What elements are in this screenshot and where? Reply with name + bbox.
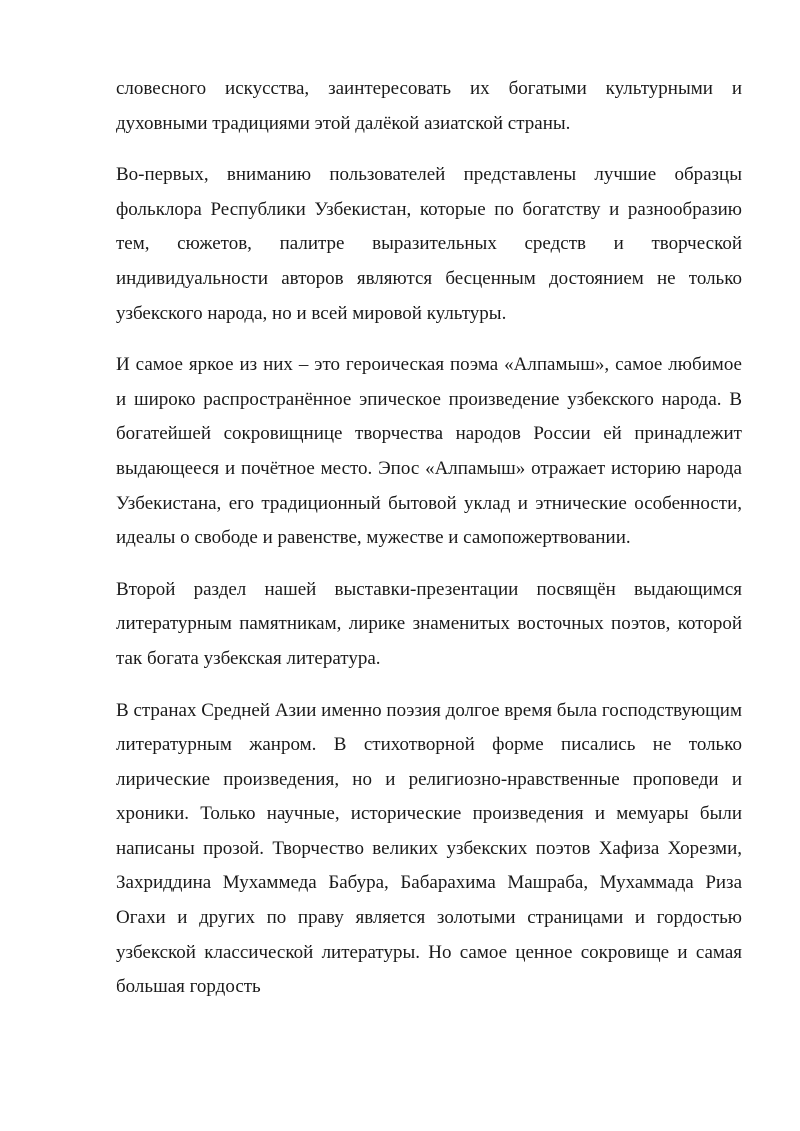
paragraph-continuation: словесного искусства, заинтересовать их богатыми культурными и духовными традициями этой далёкой азиатской страны. — [116, 78, 742, 134]
paragraph-alpamysh: И самое яркое из них – это героическая поэма «Алпамыш», самое любимое и широко распространённое эпическое произведение узбекского народа. В богатейшей сокровищнице творчества народов России ей принадлежит выдающееся и почётное место. Эпос «Алпамыш» отражает историю народа Узбекистана, его традиционный бытовой уклад и этнические особенности, идеалы о свободе и равенстве, мужестве и самопожертвовании. — [116, 354, 742, 549]
paragraph-folklore: Во-первых, вниманию пользователей представлены лучшие образцы фольклора Республики Узбекистан, которые по богатству и разнообразию тем, сюжетов, палитре выразительных средств и творческой индивидуальности авторов являются бесценным достоянием не только узбекского народа, но и всей мировой культуры. — [116, 164, 742, 324]
paragraph-poetry: В странах Средней Азии именно поэзия долгое время была господствующим литературным жанром. В стихотворной форме писались не только лирические произведения, но и религиозно-нравственные проповеди и хроники. Только научные, исторические произведения и мемуары были написаны прозой. Творчество великих узбекских поэтов Хафиза Хорезми, Захриддина Мухаммеда Бабура, Бабарахима Машраба, Мухаммада Риза Огахи и других по праву является золотыми страницами и гордостью узбекской классической литературы. Но самое ценное сокровище и самая большая гордость — [116, 699, 742, 998]
document-page — [116, 72, 742, 1022]
paragraph-second-section: Второй раздел нашей выставки-презентации посвящён выдающимся литературным памятникам, лирике знаменитых восточных поэтов, которой так богата узбекская литература. — [116, 578, 742, 669]
